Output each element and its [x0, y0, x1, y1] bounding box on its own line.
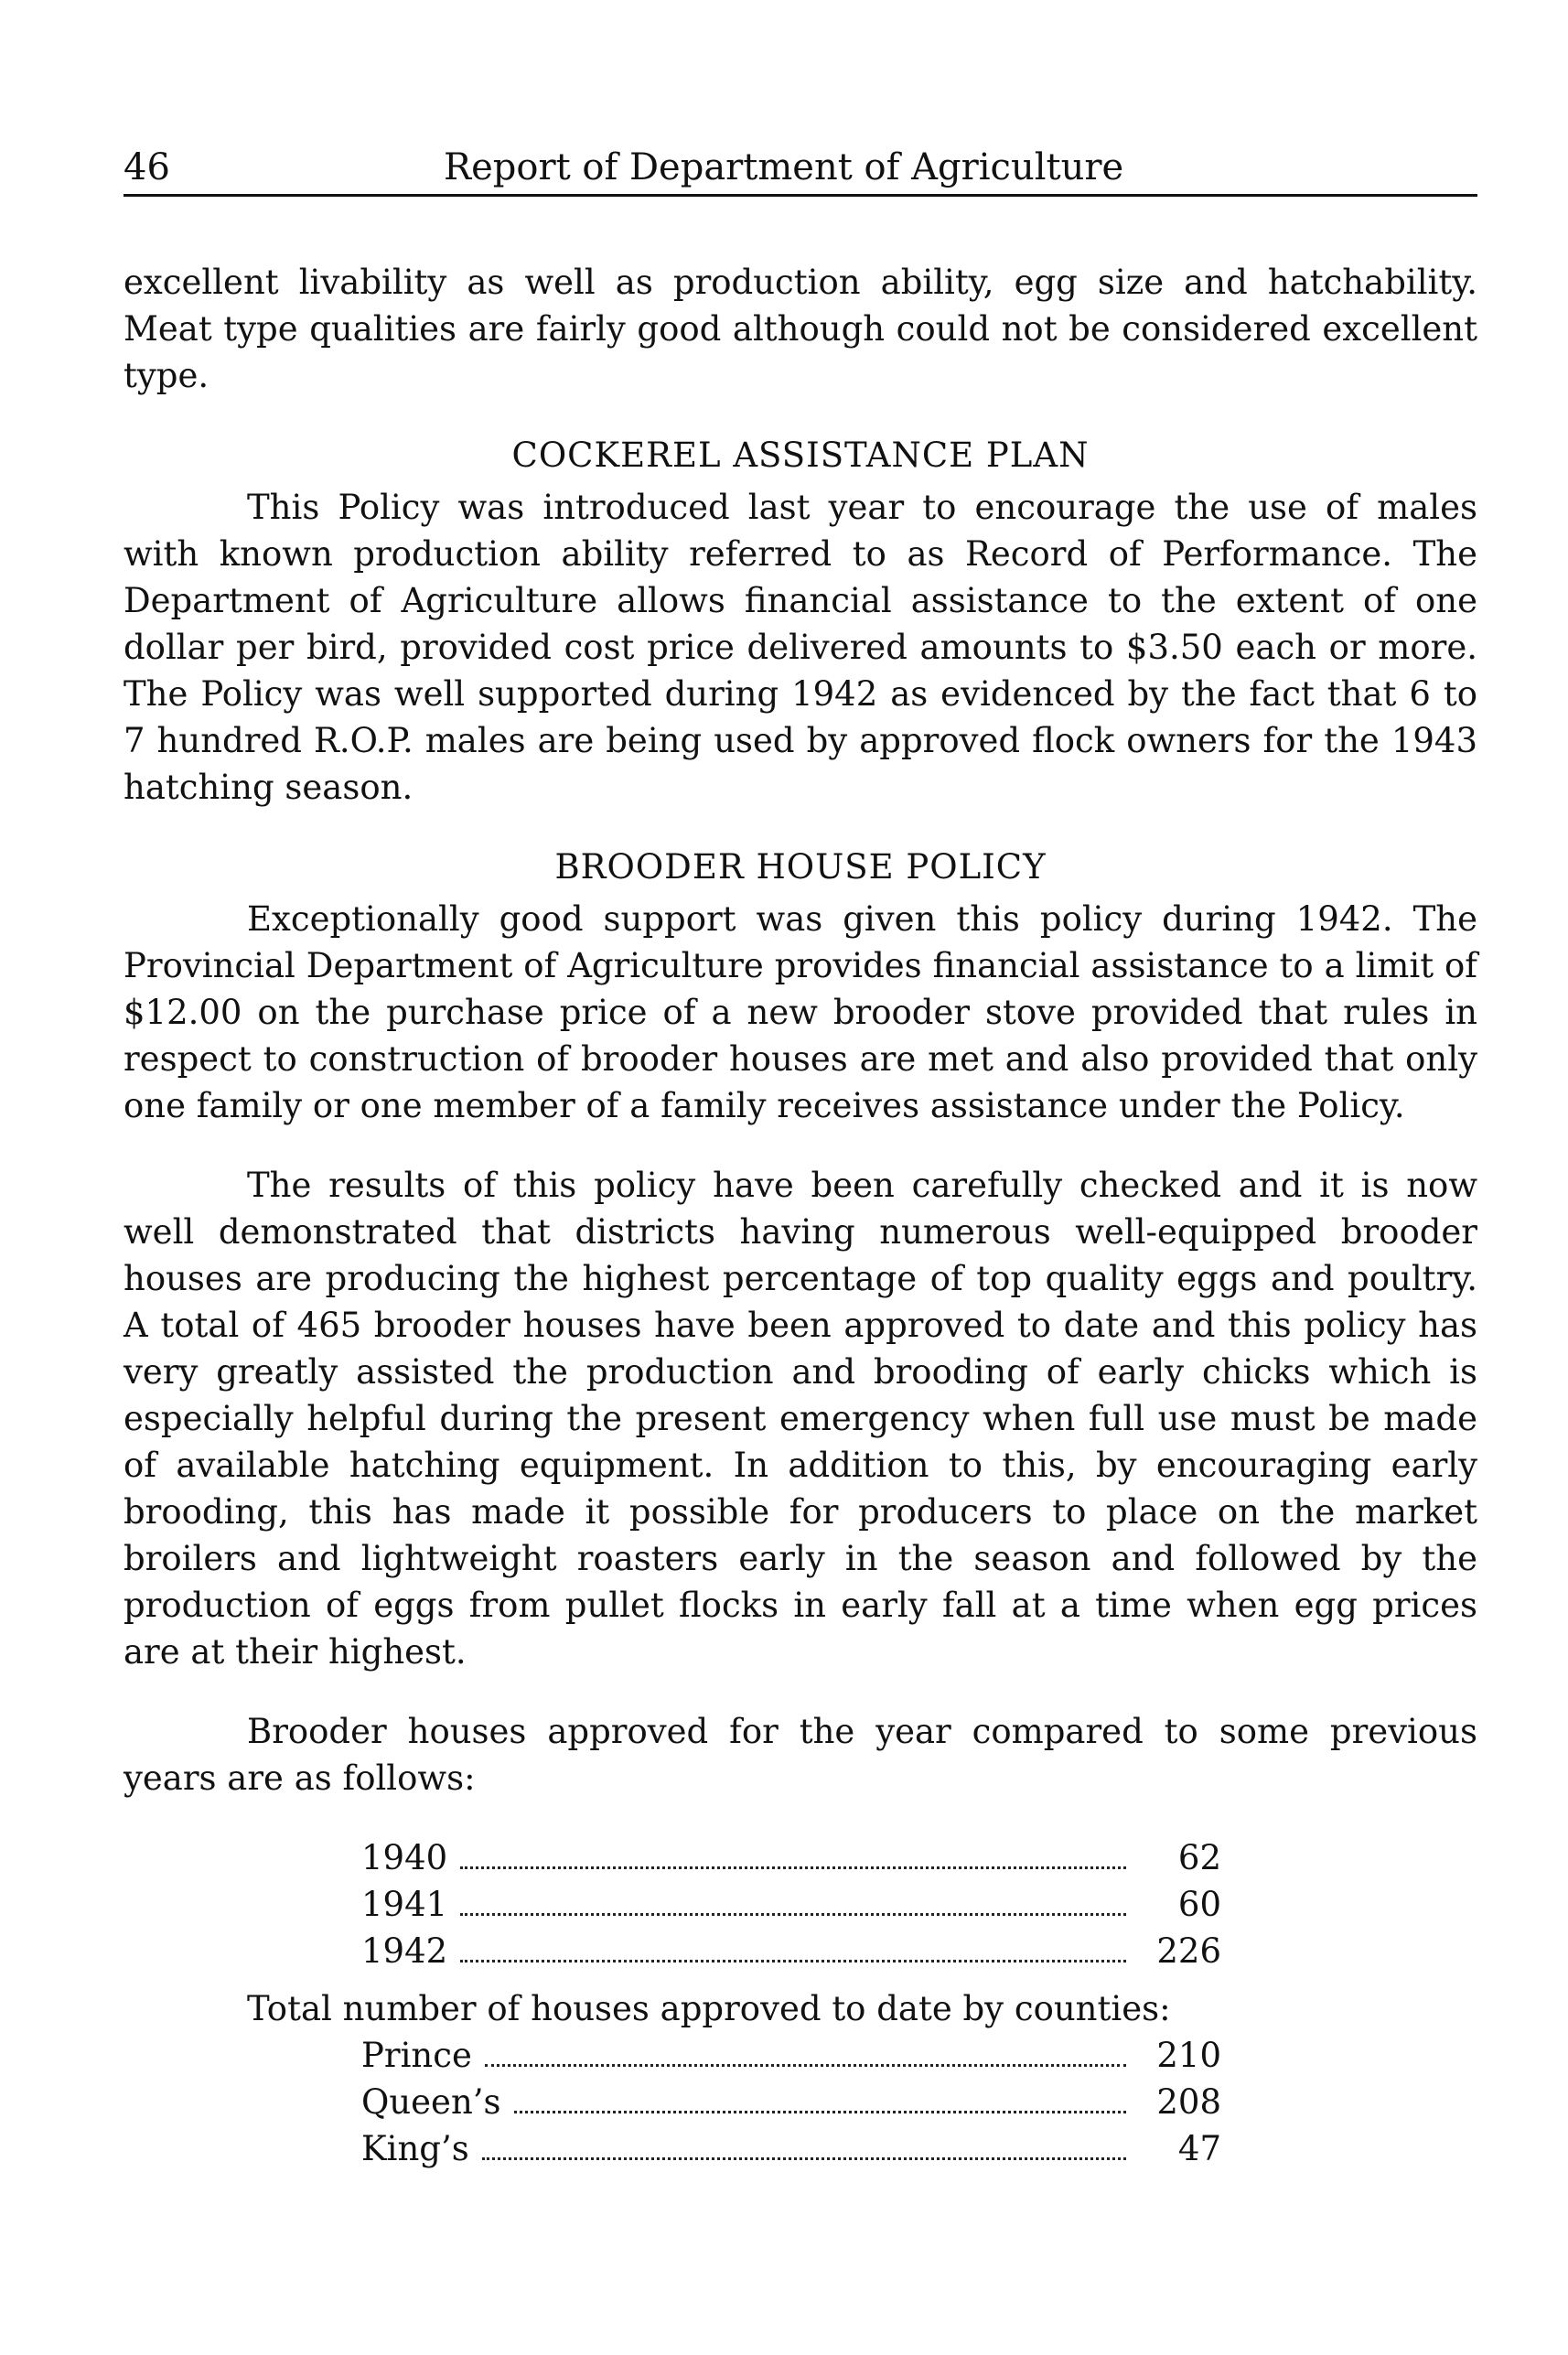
list-item — [361, 1881, 1221, 1928]
county-approvals-list — [124, 2032, 1477, 2172]
brooder-paragraph-1: Exceptionally good support was given this policy during 1942. The Provincial Department of Agriculture provides financial assistance to a limit of $12.00 on the purchase price of a new brooder stove provided that rules in respect to construction of brooder houses are met and also provided that only one family or one member of a family receives assistance under the Policy. — [124, 899, 1477, 1125]
county-label: Queen’s — [361, 2082, 501, 2122]
county-value: 208 — [1156, 2082, 1221, 2122]
year-label: 1942 — [361, 1931, 448, 1971]
brooder-paragraph-2: The results of this policy have been carefully checked and it is now well demonstrated that districts having numerous well-equipped brooder houses are producing the highest percentage of top quality eggs and poultry. A total of 465 brooder houses have been approved to date and this policy has very greatly assisted the production and brooding of early chicks which is especially helpful during the present emergency when full use must be made of available hatching equipment. In addition to this, by encouraging early brooding, this has made it possible for producers to place on the market broilers and lightweight roasters early in the season and followed by the production of eggs from pullet flocks in early fall at a time when egg prices are at their highest. — [124, 1166, 1477, 1672]
year-label: 1941 — [361, 1885, 448, 1924]
running-title: Report of Department of Agriculture — [444, 146, 1124, 188]
list-item — [361, 2032, 1221, 2079]
year-value: 62 — [1177, 1838, 1221, 1877]
body-text — [124, 259, 1477, 2172]
list-item — [361, 1834, 1221, 1881]
dot-leader — [460, 1866, 1126, 1869]
year-value: 60 — [1177, 1885, 1221, 1924]
county-heading: Total number of houses approved to date by counties: — [247, 1989, 1171, 2028]
yearly-approvals-list — [124, 1834, 1477, 1974]
document-page — [124, 146, 1477, 2172]
year-label: 1940 — [361, 1838, 448, 1877]
page-header — [124, 146, 1477, 197]
county-value: 210 — [1156, 2036, 1221, 2075]
county-value: 47 — [1177, 2129, 1221, 2168]
county-label: Prince — [361, 2036, 472, 2075]
dot-leader — [485, 2064, 1126, 2067]
brooder-heading: BROODER HOUSE POLICY — [554, 847, 1047, 887]
brooder-paragraph-3: Brooder houses approved for the year compared to some previous years are as follows: — [124, 1712, 1477, 1798]
list-item — [361, 2079, 1221, 2125]
list-item — [361, 1928, 1221, 1974]
dot-leader — [460, 1913, 1126, 1916]
year-value: 226 — [1156, 1931, 1221, 1971]
cockerel-paragraph: This Policy was introduced last year to encourage the use of males with known production ability referred to as Record of Performance. The Department of Agriculture allows financial assistance to the extent of one dollar per bird, provided cost price delivered amounts to $3.50 each or more. The Policy was well supported during 1942 as evidenced by the fact that 6 to 7 hundred R.O.P. males are being used by approved flock owners for the 1943 hatching season. — [124, 488, 1477, 807]
dot-leader — [460, 1960, 1126, 1962]
dot-leader — [514, 2111, 1126, 2113]
intro-paragraph: excellent livability as well as production ability, egg size and hatchability. Meat type qualities are fairly good although could not be considered excellent type. — [124, 263, 1477, 395]
page-number: 46 — [124, 146, 170, 188]
county-label: King’s — [361, 2129, 469, 2168]
cockerel-heading: COCKEREL ASSISTANCE PLAN — [511, 436, 1090, 475]
list-item — [361, 2125, 1221, 2172]
dot-leader — [482, 2157, 1126, 2160]
